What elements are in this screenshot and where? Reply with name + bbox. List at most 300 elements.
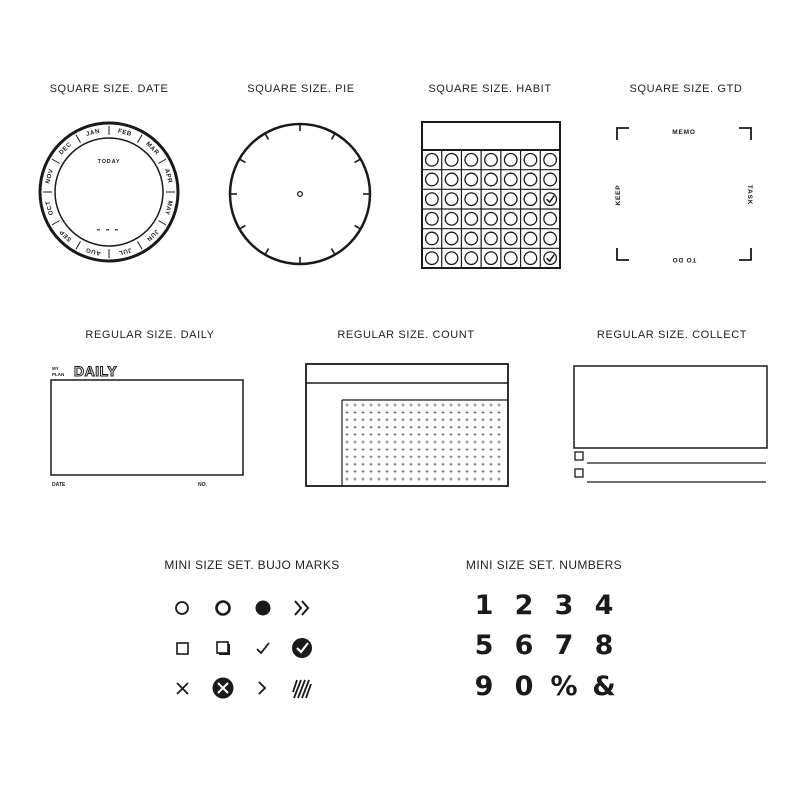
count-dot (377, 448, 380, 451)
daily-date-label: DATE (52, 482, 66, 488)
count-dot (497, 477, 500, 480)
count-dot (353, 426, 356, 429)
count-dot (401, 455, 404, 458)
count-dot (425, 440, 428, 443)
count-dot (449, 418, 452, 421)
count-dot (449, 455, 452, 458)
count-dot (481, 426, 484, 429)
count-dot (465, 403, 468, 406)
count-dot (457, 440, 460, 443)
count-dot (457, 477, 460, 480)
count-dot (489, 433, 492, 436)
count-dot (457, 411, 460, 414)
count-dot (441, 455, 444, 458)
shadow-square-icon (217, 642, 230, 655)
count-dot (497, 440, 500, 443)
count-dot (377, 455, 380, 458)
count-dot (377, 403, 380, 406)
pie-tick (239, 159, 245, 163)
count-dot (345, 433, 348, 436)
caption-pie: SQUARE SIZE. PIE (247, 83, 355, 95)
count-dot (473, 470, 476, 473)
count-dot (433, 470, 436, 473)
count-dot (409, 470, 412, 473)
date-dots (97, 229, 118, 231)
habit-cell-circle (485, 252, 498, 265)
count-dot (361, 455, 364, 458)
count-dot (441, 470, 444, 473)
count-dot (385, 455, 388, 458)
month-label: JAN (85, 127, 101, 138)
count-dot (473, 403, 476, 406)
habit-cell-circle (485, 232, 498, 245)
count-dot (369, 411, 372, 414)
count-dot (465, 433, 468, 436)
count-dot (473, 448, 476, 451)
habit-cell-circle (544, 252, 557, 265)
count-dot (345, 470, 348, 473)
number-glyph: 3 (554, 590, 574, 621)
count-dot (441, 426, 444, 429)
count-dot (369, 477, 372, 480)
count-dot (361, 418, 364, 421)
count-dot (497, 463, 500, 466)
habit-cell-circle (524, 232, 537, 245)
habit-cell-circle (465, 154, 478, 167)
habit-cell-circle (504, 154, 517, 167)
open-square-icon (177, 643, 188, 654)
collect-stamp (573, 365, 769, 487)
count-dot (481, 455, 484, 458)
count-dot (417, 440, 420, 443)
count-dot (433, 448, 436, 451)
count-dot (361, 426, 364, 429)
count-dot (489, 463, 492, 466)
count-dot (449, 477, 452, 480)
count-dot (369, 403, 372, 406)
habit-cell-circle (544, 173, 557, 186)
count-dot (433, 403, 436, 406)
count-dot (481, 403, 484, 406)
count-dot (417, 411, 420, 414)
count-dot (497, 411, 500, 414)
count-dot (393, 455, 396, 458)
habit-cell-circle (465, 213, 478, 226)
count-dot (441, 477, 444, 480)
habit-cell-circle (504, 173, 517, 186)
count-dot (481, 448, 484, 451)
pie-tick (239, 226, 245, 230)
habit-cell-circle (465, 193, 478, 206)
count-dot (369, 448, 372, 451)
habit-cell-circle (504, 252, 517, 265)
number-glyph: 1 (474, 590, 494, 621)
count-dot (449, 463, 452, 466)
count-dot (465, 426, 468, 429)
count-dot (409, 448, 412, 451)
open-circle-bold-icon (217, 602, 230, 615)
count-dot (385, 470, 388, 473)
count-dot (369, 470, 372, 473)
count-dot (481, 463, 484, 466)
count-dot (393, 477, 396, 480)
count-dot (441, 463, 444, 466)
count-dot (425, 426, 428, 429)
caption-habit: SQUARE SIZE. HABIT (428, 83, 552, 95)
count-dot (473, 440, 476, 443)
gtd-stamp (613, 124, 755, 266)
count-dot (353, 448, 356, 451)
count-dot (377, 426, 380, 429)
count-dot (449, 440, 452, 443)
habit-cell-circle (445, 193, 458, 206)
count-dot (417, 448, 420, 451)
pie-tick (355, 159, 361, 163)
habit-cell-circle (524, 213, 537, 226)
count-dot (425, 411, 428, 414)
count-dot (385, 448, 388, 451)
count-dot (473, 418, 476, 421)
count-dot (433, 426, 436, 429)
month-ring (43, 126, 175, 258)
collect-checkbox-2 (575, 469, 583, 477)
count-dot (401, 426, 404, 429)
count-dot (425, 448, 428, 451)
count-dot (361, 433, 364, 436)
count-dot (449, 433, 452, 436)
caption-daily: REGULAR SIZE. DAILY (85, 329, 215, 341)
count-dot (489, 426, 492, 429)
month-separator (76, 135, 81, 143)
count-dot (401, 418, 404, 421)
count-dot (361, 463, 364, 466)
pie-tick (265, 133, 269, 139)
count-dot (345, 418, 348, 421)
count-dot (489, 403, 492, 406)
count-dot (377, 411, 380, 414)
daily-box (51, 380, 243, 475)
count-dot (393, 470, 396, 473)
daily-my-label: MY (52, 366, 59, 371)
count-dot (441, 433, 444, 436)
count-dot (449, 426, 452, 429)
pie-tick (332, 249, 336, 255)
collect-box (574, 366, 767, 448)
count-dot (385, 403, 388, 406)
habit-cell-circle (485, 213, 498, 226)
count-dot (441, 448, 444, 451)
count-dot (385, 433, 388, 436)
count-dot (481, 470, 484, 473)
count-dot (433, 433, 436, 436)
count-dot (457, 403, 460, 406)
count-dot (353, 470, 356, 473)
number-glyph: 4 (594, 590, 614, 621)
count-dot (449, 448, 452, 451)
count-dot (497, 403, 500, 406)
count-dot (345, 463, 348, 466)
count-dot (409, 440, 412, 443)
count-dot (425, 477, 428, 480)
count-dot (465, 455, 468, 458)
number-glyph: 6 (514, 630, 534, 661)
habit-grid (422, 150, 560, 268)
count-dot (393, 403, 396, 406)
habit-cell-circle (544, 154, 557, 167)
count-dot (385, 411, 388, 414)
filled-circle-icon (256, 601, 271, 616)
count-dot (385, 418, 388, 421)
count-dot (465, 411, 468, 414)
habit-cell-circle (445, 252, 458, 265)
habit-cell-circle (426, 154, 439, 167)
count-dot (441, 403, 444, 406)
pie-stamp (229, 123, 371, 265)
habit-cell-circle (445, 154, 458, 167)
count-dot (433, 418, 436, 421)
count-dot (497, 433, 500, 436)
count-dot (401, 411, 404, 414)
count-dot (473, 463, 476, 466)
count-dot (417, 463, 420, 466)
month-label: OCT (44, 199, 56, 216)
number-glyph: 5 (474, 630, 494, 661)
count-dot (457, 426, 460, 429)
count-dot (401, 463, 404, 466)
habit-cell-circle (426, 173, 439, 186)
count-dot (465, 440, 468, 443)
count-dot (361, 477, 364, 480)
count-dot (497, 418, 500, 421)
count-dot (401, 477, 404, 480)
count-dot (385, 440, 388, 443)
month-label: JUL (117, 246, 133, 257)
count-dot (417, 433, 420, 436)
count-dot (369, 433, 372, 436)
count-dot (449, 470, 452, 473)
count-dot (361, 411, 364, 414)
count-dot (353, 463, 356, 466)
habit-cell-circle (465, 173, 478, 186)
count-dot (417, 418, 420, 421)
count-dot (353, 455, 356, 458)
count-dot (393, 411, 396, 414)
count-dot (481, 440, 484, 443)
count-dot (345, 455, 348, 458)
count-dot (425, 403, 428, 406)
count-dot (385, 477, 388, 480)
count-dot (401, 433, 404, 436)
habit-cell-circle (544, 193, 557, 206)
count-dot (465, 463, 468, 466)
habit-cell-circle (485, 193, 498, 206)
habit-stamp (421, 121, 561, 269)
count-dot (369, 440, 372, 443)
habit-cell-circle (465, 232, 478, 245)
count-dot (401, 470, 404, 473)
month-separator (158, 221, 166, 226)
caption-count: REGULAR SIZE. COUNT (337, 329, 475, 341)
habit-cell-circle (445, 232, 458, 245)
count-dot (449, 403, 452, 406)
count-dot (489, 418, 492, 421)
count-dot (409, 433, 412, 436)
collect-checkbox-1 (575, 452, 583, 460)
gtd-keep-label: KEEP (615, 184, 622, 206)
month-separator (76, 241, 81, 249)
count-dot (345, 440, 348, 443)
bujo-marks-grid (160, 588, 330, 708)
count-dot (481, 411, 484, 414)
gtd-task-label: TASK (746, 184, 753, 206)
habit-cell-circle (544, 213, 557, 226)
number-glyph: % (550, 671, 578, 702)
count-dot (353, 477, 356, 480)
count-dot (473, 433, 476, 436)
count-dot (497, 448, 500, 451)
count-dot (377, 463, 380, 466)
count-dot (457, 455, 460, 458)
month-label: MAR (144, 140, 161, 157)
count-dot (473, 426, 476, 429)
count-dot (369, 426, 372, 429)
count-dot (425, 418, 428, 421)
count-dot (345, 426, 348, 429)
caption-bujo: MINI SIZE SET. BUJO MARKS (164, 558, 340, 572)
month-separator (138, 135, 143, 143)
count-dot (417, 477, 420, 480)
month-separator (138, 241, 143, 249)
count-dot (377, 433, 380, 436)
cross-icon (177, 683, 188, 694)
daily-plan-label: PLAN (52, 372, 65, 377)
count-dot (409, 418, 412, 421)
count-dot (393, 426, 396, 429)
caption-gtd: SQUARE SIZE. GTD (629, 83, 743, 95)
count-dot (401, 403, 404, 406)
count-dot (489, 470, 492, 473)
pie-tick (265, 249, 269, 255)
habit-cell-circle (426, 213, 439, 226)
number-glyph: 7 (554, 630, 574, 661)
habit-cell-circle (524, 154, 537, 167)
habit-cell-circle (504, 193, 517, 206)
count-dot (401, 440, 404, 443)
count-dot (457, 448, 460, 451)
count-dot (465, 470, 468, 473)
count-dot (441, 440, 444, 443)
habit-check-icon (547, 255, 554, 262)
month-separator (52, 221, 60, 226)
count-dot (377, 440, 380, 443)
caption-numbers: MINI SIZE SET. NUMBERS (465, 558, 623, 572)
count-dot (489, 477, 492, 480)
habit-cell-circle (524, 173, 537, 186)
count-dot (425, 433, 428, 436)
count-dot (481, 418, 484, 421)
month-label: NOV (44, 167, 56, 185)
count-dot (417, 455, 420, 458)
caption-collect: REGULAR SIZE. COLLECT (596, 329, 748, 341)
month-label: JUN (144, 227, 160, 243)
daily-stamp (48, 360, 248, 490)
habit-cell-circle (485, 173, 498, 186)
number-glyph: 2 (514, 590, 534, 621)
count-dot (449, 411, 452, 414)
habit-cell-circle (465, 252, 478, 265)
habit-cell-circle (426, 193, 439, 206)
count-dot (497, 455, 500, 458)
gtd-corners (617, 128, 751, 260)
habit-cell-circle (445, 213, 458, 226)
count-dot (417, 403, 420, 406)
count-dot (465, 448, 468, 451)
count-dot (497, 426, 500, 429)
habit-cell-circle (544, 232, 557, 245)
hatched-square-icon (293, 680, 311, 698)
count-dot (497, 470, 500, 473)
count-dot (473, 411, 476, 414)
count-dot (377, 477, 380, 480)
habit-cell-circle (445, 173, 458, 186)
count-dot (361, 440, 364, 443)
count-dot (409, 411, 412, 414)
count-dot (409, 477, 412, 480)
count-stamp (305, 363, 509, 487)
pie-tick (355, 226, 361, 230)
habit-cell-circle (504, 232, 517, 245)
count-dot (353, 403, 356, 406)
count-dot (433, 440, 436, 443)
count-dot (465, 418, 468, 421)
count-dot (433, 455, 436, 458)
count-dot (393, 440, 396, 443)
daily-no-label: NO. (198, 482, 207, 488)
count-dot (489, 455, 492, 458)
count-dot (457, 463, 460, 466)
count-dot (473, 477, 476, 480)
count-dot (433, 477, 436, 480)
month-separator (52, 159, 60, 164)
count-dot (401, 448, 404, 451)
count-dot-grid (345, 403, 500, 480)
count-dot (361, 470, 364, 473)
count-dot (385, 463, 388, 466)
month-label: DEC (57, 140, 74, 157)
count-dot (385, 426, 388, 429)
date-stamp (38, 121, 180, 263)
count-dot (377, 470, 380, 473)
checkmark-icon (257, 643, 269, 653)
count-dot (409, 426, 412, 429)
count-dot (369, 463, 372, 466)
habit-cell-circle (524, 193, 537, 206)
open-circle-icon (176, 602, 188, 614)
count-dot (369, 418, 372, 421)
count-dot (353, 433, 356, 436)
count-dot (345, 477, 348, 480)
check-circle-icon (292, 638, 312, 658)
chevron-right-icon (259, 682, 265, 694)
count-dot (361, 403, 364, 406)
gtd-memo-label: MEMO (672, 129, 696, 136)
count-dot (473, 455, 476, 458)
habit-cell-circle (426, 232, 439, 245)
pie-center-dot (298, 192, 303, 197)
count-dot (465, 477, 468, 480)
count-dot (345, 411, 348, 414)
number-glyph: & (592, 671, 616, 702)
